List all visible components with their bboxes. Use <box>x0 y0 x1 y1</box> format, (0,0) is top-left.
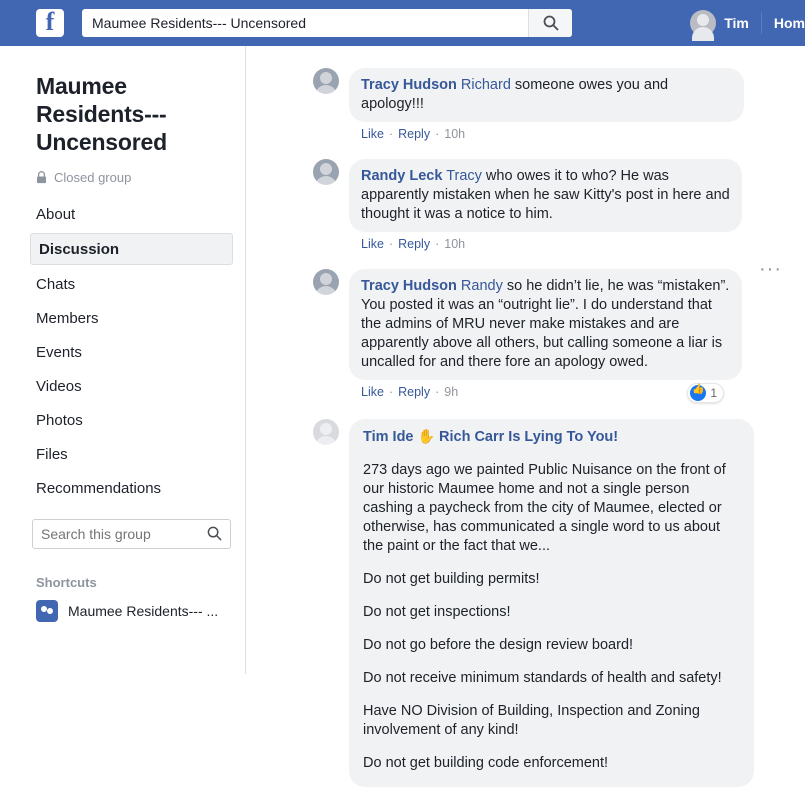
sidebar-item-chats[interactable] <box>0 269 245 299</box>
avatar[interactable] <box>690 10 716 36</box>
sidebar-item-label: Events <box>36 343 82 361</box>
comment <box>247 269 792 399</box>
page-title: Maumee Residents--- Uncensored <box>36 73 167 155</box>
sidebar-item-events[interactable] <box>0 337 245 367</box>
sidebar-item-members[interactable] <box>0 303 245 333</box>
comment-text: so he didn’t lie, he was “mistaken”. You posted it was an “outright lie”. I do understand that the admins of MRU never make mistakes and are apparently above all others, but calling someone a liar is uncalled for and there fore an apology owed. <box>361 278 730 370</box>
right-margin <box>792 46 805 674</box>
reaction-count: 1 <box>710 386 717 400</box>
sidebar-item-discussion[interactable] <box>30 233 233 265</box>
lock-icon <box>36 171 47 184</box>
sidebar-item-photos[interactable] <box>0 405 245 435</box>
timestamp[interactable]: 10h <box>444 127 466 141</box>
user-name-link[interactable]: Tim <box>724 15 749 31</box>
post-paragraph: Have NO Division of Building, Inspection and Zoning involvement of any kind! <box>363 703 700 738</box>
post <box>247 419 792 787</box>
comment-actions <box>349 122 744 141</box>
sidebar-item-recommendations[interactable] <box>0 473 245 503</box>
divider <box>761 12 762 34</box>
comment <box>247 159 792 251</box>
wave-emoji-icon: ✋ <box>417 428 435 444</box>
global-search-button[interactable] <box>528 9 572 37</box>
facebook-logo-icon[interactable]: f <box>36 9 64 37</box>
group-icon <box>36 600 58 622</box>
comment-author[interactable]: Randy Leck <box>361 168 443 184</box>
separator: · <box>435 127 440 141</box>
separator: · <box>435 385 440 399</box>
search-input[interactable] <box>33 521 198 547</box>
post-bubble <box>349 419 754 787</box>
sidebar-item-label: Recommendations <box>36 479 162 497</box>
top-navigation-bar <box>0 0 805 46</box>
sidebar-item-about[interactable] <box>0 199 245 229</box>
post-author[interactable]: Tim Ide <box>363 429 414 445</box>
search-icon[interactable] <box>207 526 222 541</box>
sidebar-item-label: Videos <box>36 377 82 395</box>
comment-bubble <box>349 269 742 380</box>
sidebar-item-label: Chats <box>36 275 76 293</box>
comment-actions <box>349 380 744 399</box>
post-paragraph: 273 days ago we painted Public Nuisance on the front of our historic Maumee home and not a single person cashing a paycheck from the city of Maumee, elected or otherwise, has communicated a single word to us about the paint or the fact that we... <box>363 462 726 554</box>
reply-button[interactable]: Reply <box>398 127 431 141</box>
post-paragraph: Do not get inspections! <box>363 604 511 620</box>
post-headline: Rich Carr Is Lying To You! <box>439 429 619 445</box>
global-search-input[interactable] <box>82 10 522 36</box>
comment-mention[interactable]: Tracy <box>446 168 482 184</box>
post-paragraph: Do not get building code enforcement! <box>363 755 609 771</box>
sidebar-item-label: Files <box>36 445 68 463</box>
comment-author[interactable]: Tracy Hudson <box>361 278 457 294</box>
comment-actions <box>349 232 744 251</box>
sidebar-item-label: Photos <box>36 411 83 429</box>
group-search-container <box>32 519 231 549</box>
sidebar-item-files[interactable] <box>0 439 245 469</box>
search-icon <box>543 15 559 31</box>
comment-mention[interactable]: Richard <box>460 77 511 93</box>
avatar[interactable] <box>313 419 339 445</box>
sidebar-item-videos[interactable] <box>0 371 245 401</box>
comment-bubble <box>349 68 744 122</box>
avatar[interactable] <box>313 68 339 94</box>
sidebar-item-label: Discussion <box>39 240 120 258</box>
timestamp[interactable]: 9h <box>444 385 459 399</box>
avatar[interactable] <box>313 269 339 295</box>
comment-text: who owes it to who? He was apparently mistaken when he saw Kitty's post in here and thought it was a notice to him. <box>361 168 730 222</box>
top-right-section <box>690 0 805 46</box>
sidebar-item-label: About <box>36 205 76 223</box>
like-button[interactable]: Like <box>361 127 384 141</box>
sidebar-item-label: Members <box>36 309 99 327</box>
global-search-container <box>82 9 572 37</box>
comment-text: someone owes you and apology!!! <box>361 77 669 112</box>
separator: · <box>435 237 440 251</box>
comment-author[interactable]: Tracy Hudson <box>361 77 457 93</box>
discussion-feed <box>247 46 792 771</box>
post-paragraph: Do not go before the design review board! <box>363 637 634 653</box>
avatar[interactable] <box>313 159 339 185</box>
group-privacy-status <box>0 156 245 185</box>
separator: · <box>388 385 394 399</box>
comment-mention[interactable]: Randy <box>460 278 503 294</box>
like-button[interactable]: Like <box>361 385 384 399</box>
comment-bubble <box>349 159 742 232</box>
post-paragraph: Do not get building permits! <box>363 571 540 587</box>
sidebar <box>0 46 246 674</box>
ellipsis-icon[interactable]: ··· <box>759 258 782 280</box>
reaction-badge[interactable] <box>687 383 724 403</box>
thumbs-up-icon <box>690 385 706 401</box>
group-privacy-label: Closed group <box>54 170 132 185</box>
shortcuts-heading: Shortcuts <box>36 575 97 590</box>
shortcut-item-maumee-residents[interactable] <box>0 600 245 622</box>
post-paragraph: Do not receive minimum standards of health and safety! <box>363 670 722 686</box>
reply-button[interactable]: Reply <box>398 385 431 399</box>
separator: · <box>388 237 394 251</box>
like-button[interactable]: Like <box>361 237 384 251</box>
separator: · <box>388 127 394 141</box>
timestamp[interactable]: 10h <box>444 237 466 251</box>
sidebar-nav <box>0 199 245 503</box>
comment <box>247 68 792 141</box>
shortcut-item-label: Maumee Residents--- ... <box>68 603 219 619</box>
home-link[interactable]: Hom <box>773 15 805 31</box>
reply-button[interactable]: Reply <box>398 237 431 251</box>
